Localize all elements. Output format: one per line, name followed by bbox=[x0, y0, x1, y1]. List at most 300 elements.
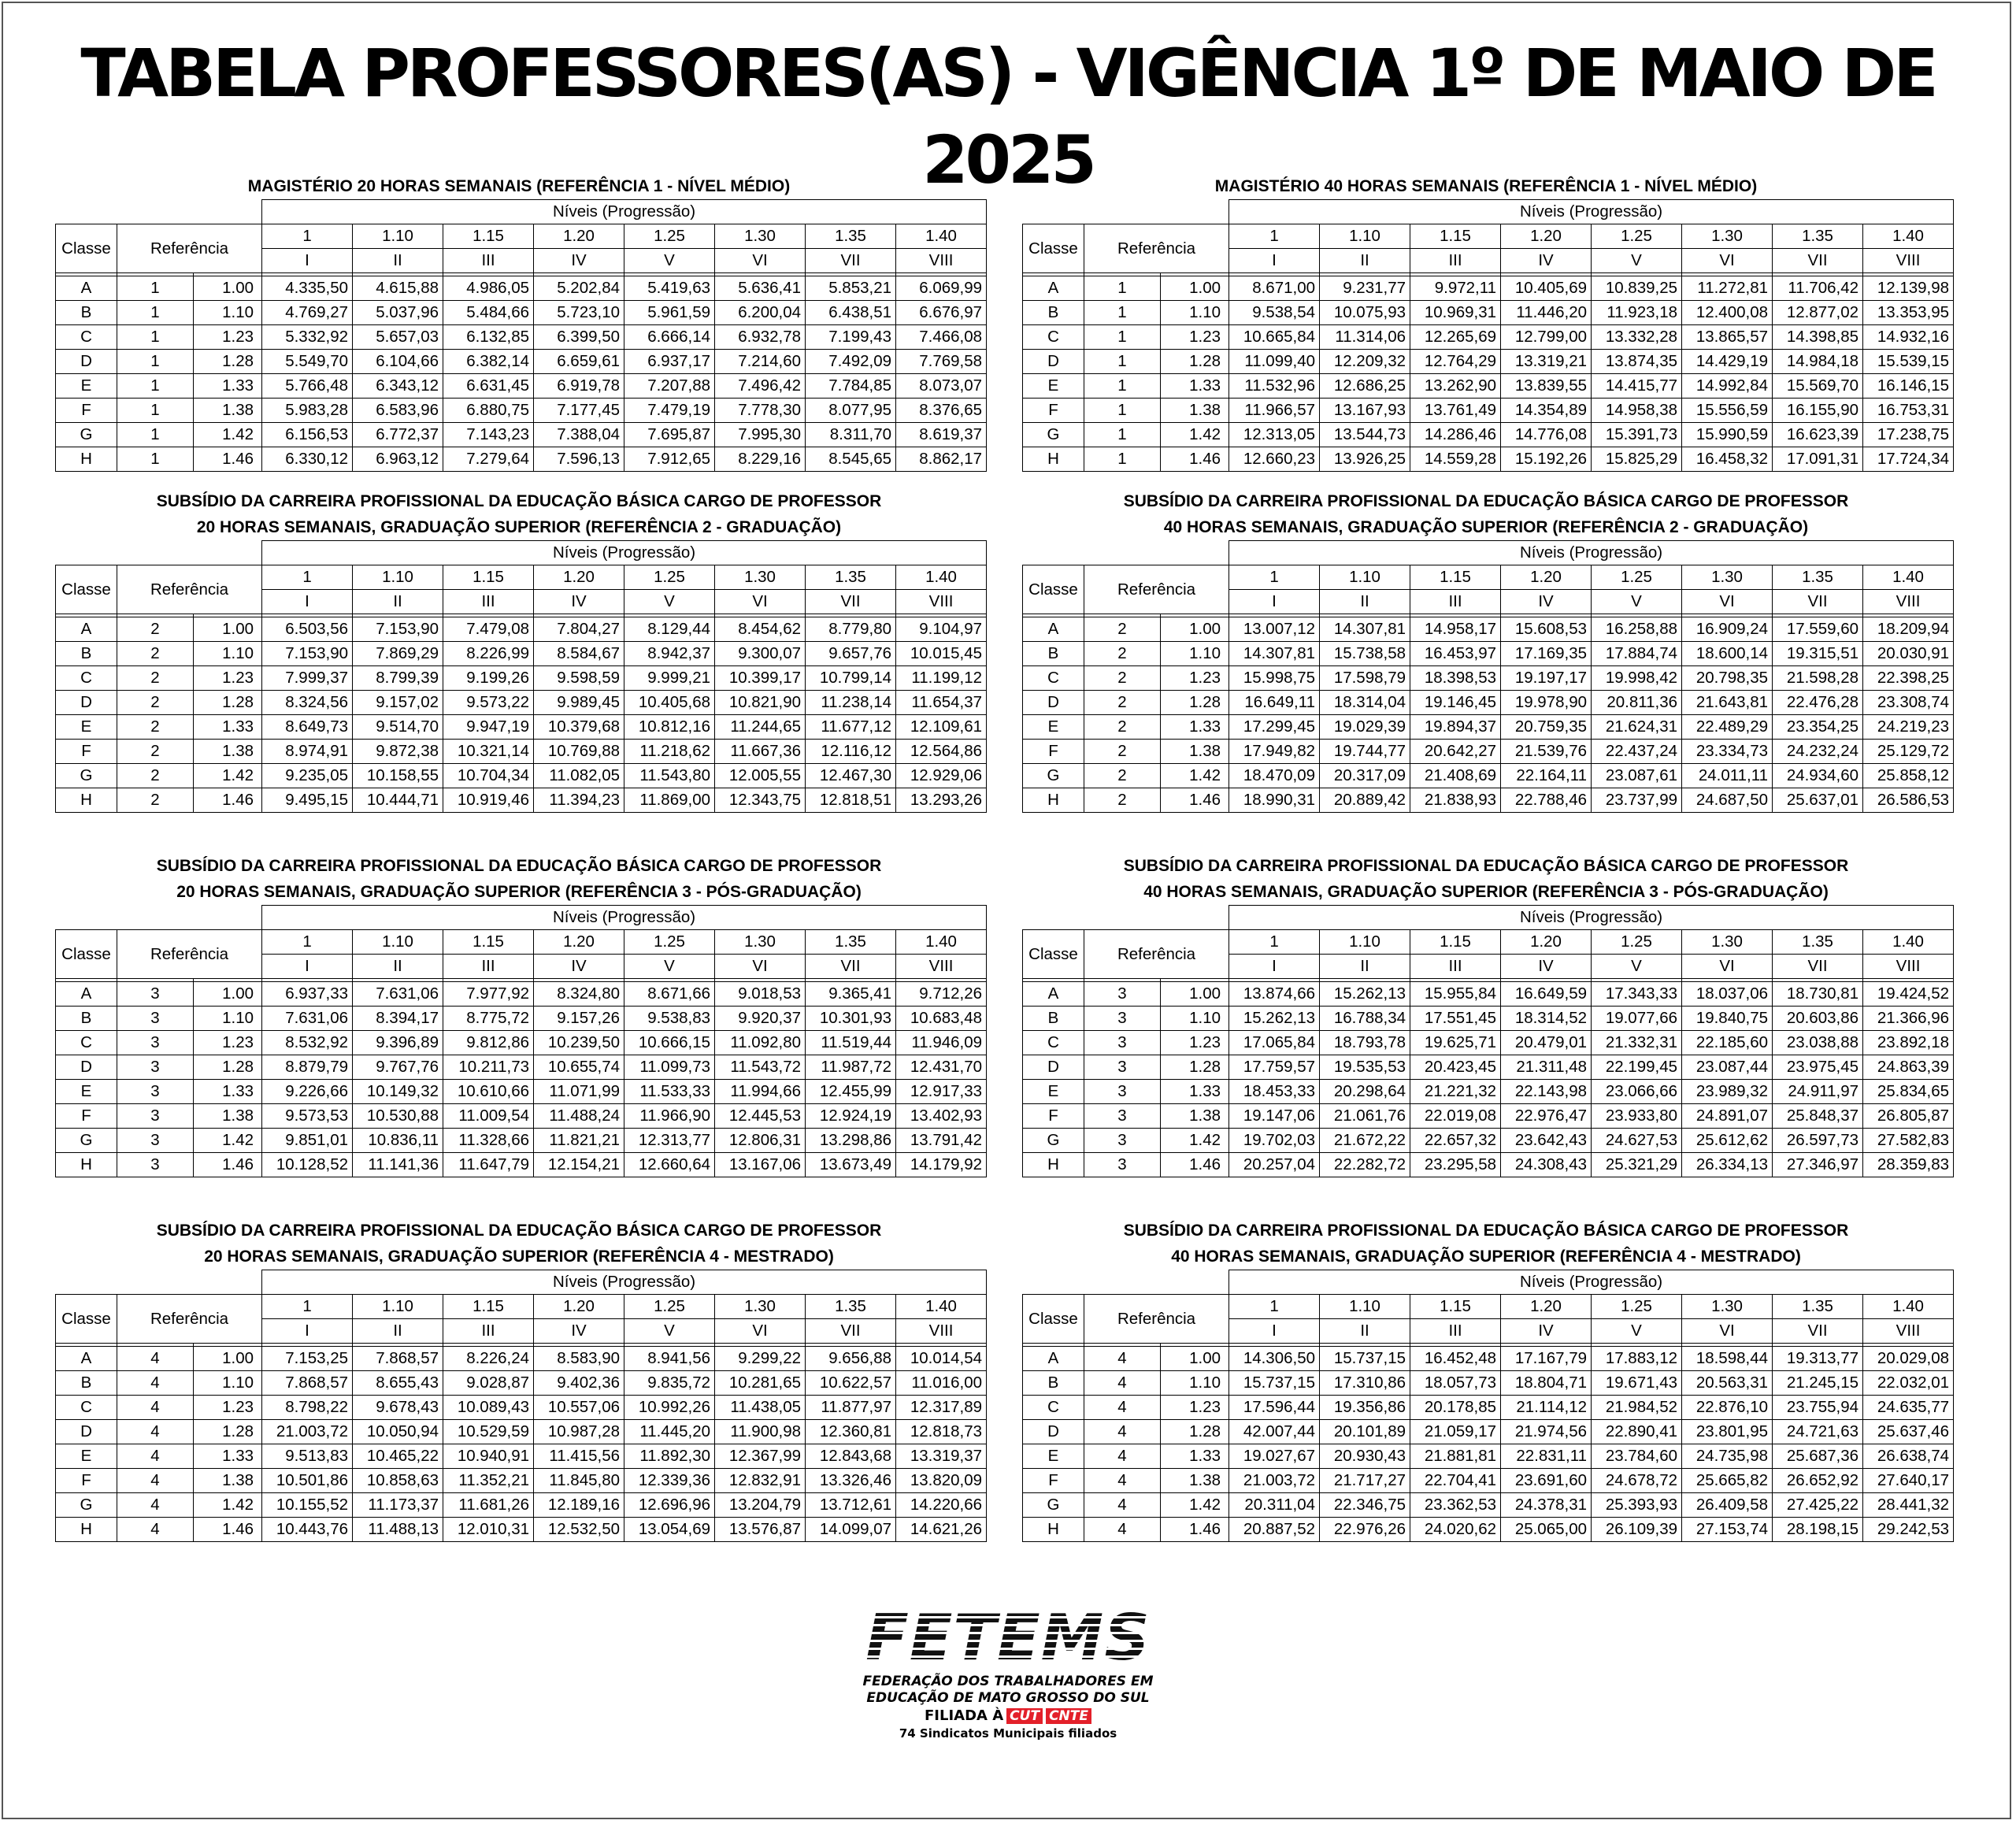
classe-cell: E bbox=[1023, 1080, 1084, 1104]
coefficient-header: 1.40 bbox=[896, 565, 987, 590]
salary-cell: 27.346,97 bbox=[1773, 1153, 1863, 1177]
salary-cell: 8.226,24 bbox=[443, 1347, 534, 1371]
salary-cell: 17.299,45 bbox=[1229, 715, 1320, 740]
referencia-cell: 4 bbox=[1084, 1518, 1161, 1542]
coefficient-header: 1 bbox=[262, 565, 353, 590]
coefficient-header: 1.40 bbox=[896, 1295, 987, 1319]
referencia-cell: 1 bbox=[1084, 374, 1161, 399]
salary-cell: 13.926,25 bbox=[1320, 447, 1410, 472]
salary-table-block bbox=[55, 488, 983, 813]
salary-cell: 11.099,40 bbox=[1229, 350, 1320, 374]
factor-cell: 1.42 bbox=[1161, 764, 1229, 788]
table-row bbox=[1023, 1518, 1954, 1542]
salary-cell: 9.402,36 bbox=[534, 1371, 624, 1396]
coefficient-header: 1.35 bbox=[1773, 224, 1863, 249]
salary-cell: 15.955,84 bbox=[1410, 982, 1501, 1007]
salary-cell: 13.204,79 bbox=[715, 1493, 806, 1518]
salary-cell: 17.883,12 bbox=[1592, 1347, 1682, 1371]
factor-cell: 1.28 bbox=[194, 1055, 262, 1080]
salary-cell: 11.488,13 bbox=[353, 1518, 443, 1542]
table-row bbox=[1023, 691, 1954, 715]
level-header: VIII bbox=[1863, 1319, 1954, 1344]
salary-cell: 21.061,76 bbox=[1320, 1104, 1410, 1129]
factor-cell: 1.28 bbox=[1161, 1055, 1229, 1080]
level-header: III bbox=[1410, 955, 1501, 979]
niveis-header: Níveis (Progressão) bbox=[1229, 1270, 1954, 1295]
salary-cell: 13.820,09 bbox=[896, 1469, 987, 1493]
salary-cell: 11.415,56 bbox=[534, 1444, 624, 1469]
table-row bbox=[1023, 350, 1954, 374]
referencia-cell: 2 bbox=[117, 715, 194, 740]
salary-cell: 14.958,17 bbox=[1410, 617, 1501, 642]
salary-table bbox=[55, 905, 987, 1177]
salary-cell: 7.479,08 bbox=[443, 617, 534, 642]
factor-cell: 1.00 bbox=[194, 617, 262, 642]
referencia-cell: 1 bbox=[1084, 325, 1161, 350]
salary-cell: 24.678,72 bbox=[1592, 1469, 1682, 1493]
salary-cell: 25.637,01 bbox=[1773, 788, 1863, 813]
salary-cell: 6.343,12 bbox=[353, 374, 443, 399]
salary-cell: 11.543,72 bbox=[715, 1055, 806, 1080]
salary-cell: 14.958,38 bbox=[1592, 399, 1682, 423]
factor-cell: 1.00 bbox=[194, 1347, 262, 1371]
classe-cell: A bbox=[1023, 276, 1084, 301]
salary-cell: 14.099,07 bbox=[806, 1518, 896, 1542]
referencia-cell: 1 bbox=[117, 276, 194, 301]
salary-table-block bbox=[55, 173, 983, 472]
level-header: III bbox=[1410, 249, 1501, 273]
salary-cell: 7.207,88 bbox=[624, 374, 715, 399]
salary-cell: 21.974,56 bbox=[1501, 1420, 1592, 1444]
salary-cell: 14.932,16 bbox=[1863, 325, 1954, 350]
classe-cell: E bbox=[56, 374, 117, 399]
salary-cell: 16.155,90 bbox=[1773, 399, 1863, 423]
salary-cell: 10.405,68 bbox=[624, 691, 715, 715]
factor-cell: 1.46 bbox=[1161, 1518, 1229, 1542]
salary-cell: 23.066,66 bbox=[1592, 1080, 1682, 1104]
salary-cell: 11.946,09 bbox=[896, 1031, 987, 1055]
salary-cell: 17.238,75 bbox=[1863, 423, 1954, 447]
salary-cell: 11.446,20 bbox=[1501, 301, 1592, 325]
factor-cell: 1.10 bbox=[1161, 1371, 1229, 1396]
header-blank bbox=[1023, 541, 1229, 565]
salary-cell: 13.319,21 bbox=[1501, 350, 1592, 374]
coefficient-header: 1.40 bbox=[1863, 930, 1954, 955]
factor-cell: 1.00 bbox=[194, 982, 262, 1007]
level-header: II bbox=[353, 955, 443, 979]
coefficient-header: 1.40 bbox=[896, 224, 987, 249]
salary-cell: 19.313,77 bbox=[1773, 1347, 1863, 1371]
salary-cell: 18.453,33 bbox=[1229, 1080, 1320, 1104]
table-row bbox=[56, 1104, 987, 1129]
salary-cell: 23.989,32 bbox=[1682, 1080, 1773, 1104]
header-blank bbox=[56, 1270, 262, 1295]
factor-cell: 1.28 bbox=[194, 350, 262, 374]
salary-cell: 12.313,05 bbox=[1229, 423, 1320, 447]
referencia-cell: 4 bbox=[1084, 1396, 1161, 1420]
referencia-cell: 4 bbox=[117, 1469, 194, 1493]
classe-cell: E bbox=[1023, 374, 1084, 399]
salary-cell: 10.379,68 bbox=[534, 715, 624, 740]
salary-cell: 16.649,11 bbox=[1229, 691, 1320, 715]
salary-cell: 11.966,90 bbox=[624, 1104, 715, 1129]
logo-footer: 74 Sindicatos Municipais filiados bbox=[899, 1726, 1117, 1741]
salary-cell: 11.667,36 bbox=[715, 740, 806, 764]
classe-cell: E bbox=[56, 1444, 117, 1469]
level-header: VIII bbox=[1863, 955, 1954, 979]
salary-cell: 17.949,82 bbox=[1229, 740, 1320, 764]
salary-cell: 27.153,74 bbox=[1682, 1518, 1773, 1542]
factor-cell: 1.23 bbox=[1161, 1031, 1229, 1055]
salary-cell: 15.737,15 bbox=[1229, 1371, 1320, 1396]
classe-cell: C bbox=[1023, 325, 1084, 350]
coefficient-header: 1.30 bbox=[715, 1295, 806, 1319]
salary-cell: 28.198,15 bbox=[1773, 1518, 1863, 1542]
level-header: IV bbox=[534, 1319, 624, 1344]
table-row bbox=[1023, 1080, 1954, 1104]
level-header: IV bbox=[1501, 1319, 1592, 1344]
referencia-cell: 3 bbox=[1084, 1153, 1161, 1177]
coefficient-header: 1.15 bbox=[443, 1295, 534, 1319]
salary-cell: 9.396,89 bbox=[353, 1031, 443, 1055]
salary-cell: 10.666,15 bbox=[624, 1031, 715, 1055]
classe-cell: C bbox=[1023, 1396, 1084, 1420]
salary-cell: 19.978,90 bbox=[1501, 691, 1592, 715]
referencia-cell: 3 bbox=[1084, 1031, 1161, 1055]
table-row bbox=[56, 447, 987, 472]
salary-cell: 12.339,36 bbox=[624, 1469, 715, 1493]
salary-cell: 12.877,02 bbox=[1773, 301, 1863, 325]
factor-cell: 1.23 bbox=[194, 666, 262, 691]
level-header: I bbox=[1229, 1319, 1320, 1344]
salary-cell: 22.489,29 bbox=[1682, 715, 1773, 740]
table-row bbox=[1023, 1104, 1954, 1129]
salary-cell: 12.189,16 bbox=[534, 1493, 624, 1518]
classe-cell: A bbox=[1023, 982, 1084, 1007]
salary-cell: 11.394,23 bbox=[534, 788, 624, 813]
salary-cell: 11.677,12 bbox=[806, 715, 896, 740]
referencia-cell: 3 bbox=[117, 1129, 194, 1153]
salary-cell: 10.399,17 bbox=[715, 666, 806, 691]
classe-cell: H bbox=[1023, 447, 1084, 472]
salary-cell: 12.660,64 bbox=[624, 1153, 715, 1177]
salary-cell: 14.984,18 bbox=[1773, 350, 1863, 374]
referencia-cell: 3 bbox=[117, 982, 194, 1007]
classe-cell: G bbox=[1023, 764, 1084, 788]
classe-cell: F bbox=[56, 1469, 117, 1493]
salary-cell: 6.438,51 bbox=[806, 301, 896, 325]
referencia-cell: 1 bbox=[117, 301, 194, 325]
salary-cell: 5.657,03 bbox=[353, 325, 443, 350]
salary-cell: 13.576,87 bbox=[715, 1518, 806, 1542]
classe-cell: B bbox=[56, 1371, 117, 1396]
salary-cell: 7.479,19 bbox=[624, 399, 715, 423]
salary-cell: 9.365,41 bbox=[806, 982, 896, 1007]
salary-cell: 13.673,49 bbox=[806, 1153, 896, 1177]
salary-cell: 21.881,81 bbox=[1410, 1444, 1501, 1469]
table-caption: SUBSÍDIO DA CARREIRA PROFISSIONAL DA EDUCAÇÃO BÁSICA CARGO DE PROFESSOR bbox=[1123, 1222, 1849, 1240]
level-header: IV bbox=[1501, 249, 1592, 273]
salary-cell: 8.583,90 bbox=[534, 1347, 624, 1371]
salary-cell: 12.139,98 bbox=[1863, 276, 1954, 301]
salary-cell: 20.563,31 bbox=[1682, 1371, 1773, 1396]
salary-cell: 25.321,29 bbox=[1592, 1153, 1682, 1177]
salary-cell: 20.298,64 bbox=[1320, 1080, 1410, 1104]
salary-cell: 6.676,97 bbox=[896, 301, 987, 325]
referencia-cell: 2 bbox=[117, 764, 194, 788]
salary-table-block bbox=[1022, 173, 1950, 472]
salary-cell: 13.874,35 bbox=[1592, 350, 1682, 374]
salary-cell: 11.532,96 bbox=[1229, 374, 1320, 399]
salary-cell: 14.306,50 bbox=[1229, 1347, 1320, 1371]
salary-cell: 11.892,30 bbox=[624, 1444, 715, 1469]
salary-cell: 10.211,73 bbox=[443, 1055, 534, 1080]
salary-cell: 8.077,95 bbox=[806, 399, 896, 423]
classe-cell: B bbox=[1023, 1007, 1084, 1031]
salary-cell: 13.874,66 bbox=[1229, 982, 1320, 1007]
referencia-cell: 2 bbox=[1084, 617, 1161, 642]
salary-cell: 26.638,74 bbox=[1863, 1444, 1954, 1469]
salary-cell: 21.624,31 bbox=[1592, 715, 1682, 740]
coefficient-header: 1.10 bbox=[1320, 224, 1410, 249]
salary-cell: 16.146,15 bbox=[1863, 374, 1954, 399]
salary-cell: 13.353,95 bbox=[1863, 301, 1954, 325]
salary-cell: 5.766,48 bbox=[262, 374, 353, 399]
table-row bbox=[1023, 1055, 1954, 1080]
factor-cell: 1.38 bbox=[1161, 740, 1229, 764]
referencia-cell: 4 bbox=[117, 1420, 194, 1444]
factor-cell: 1.10 bbox=[194, 1007, 262, 1031]
coefficient-header: 1.20 bbox=[1501, 930, 1592, 955]
level-header: I bbox=[1229, 955, 1320, 979]
table-caption: 40 HORAS SEMANAIS, GRADUAÇÃO SUPERIOR (REFERÊNCIA 4 - MESTRADO) bbox=[1171, 1248, 1801, 1266]
level-header: VII bbox=[1773, 590, 1863, 614]
classe-cell: D bbox=[56, 350, 117, 374]
salary-cell: 28.441,32 bbox=[1863, 1493, 1954, 1518]
salary-cell: 12.154,21 bbox=[534, 1153, 624, 1177]
level-header: I bbox=[262, 249, 353, 273]
coefficient-header: 1.20 bbox=[1501, 565, 1592, 590]
referencia-cell: 3 bbox=[1084, 1129, 1161, 1153]
salary-cell: 21.059,17 bbox=[1410, 1420, 1501, 1444]
salary-cell: 17.598,79 bbox=[1320, 666, 1410, 691]
salary-cell: 11.314,06 bbox=[1320, 325, 1410, 350]
level-header: VI bbox=[1682, 1319, 1773, 1344]
salary-cell: 9.226,66 bbox=[262, 1080, 353, 1104]
table-row bbox=[1023, 740, 1954, 764]
salary-cell: 18.990,31 bbox=[1229, 788, 1320, 813]
salary-cell: 22.976,47 bbox=[1501, 1104, 1592, 1129]
salary-cell: 12.265,69 bbox=[1410, 325, 1501, 350]
factor-cell: 1.33 bbox=[1161, 715, 1229, 740]
salary-cell: 8.798,22 bbox=[262, 1396, 353, 1420]
salary-cell: 18.598,44 bbox=[1682, 1347, 1773, 1371]
classe-cell: D bbox=[56, 691, 117, 715]
referencia-cell: 1 bbox=[117, 325, 194, 350]
table-row bbox=[56, 1031, 987, 1055]
salary-cell: 10.075,93 bbox=[1320, 301, 1410, 325]
salary-cell: 15.262,13 bbox=[1320, 982, 1410, 1007]
salary-cell: 12.313,77 bbox=[624, 1129, 715, 1153]
salary-cell: 19.197,17 bbox=[1501, 666, 1592, 691]
salary-cell: 19.029,39 bbox=[1320, 715, 1410, 740]
coefficient-header: 1.10 bbox=[353, 930, 443, 955]
salary-cell: 18.314,52 bbox=[1501, 1007, 1592, 1031]
salary-cell: 12.455,99 bbox=[806, 1080, 896, 1104]
salary-cell: 11.141,36 bbox=[353, 1153, 443, 1177]
referencia-cell: 1 bbox=[1084, 423, 1161, 447]
level-header: I bbox=[262, 590, 353, 614]
salary-cell: 10.239,50 bbox=[534, 1031, 624, 1055]
salary-cell: 24.635,77 bbox=[1863, 1396, 1954, 1420]
salary-cell: 12.109,61 bbox=[896, 715, 987, 740]
salary-cell: 19.146,45 bbox=[1410, 691, 1501, 715]
page-title: TABELA PROFESSORES(AS) - VIGÊNCIA 1º DE MAIO DE 2025 bbox=[80, 35, 1936, 198]
salary-cell: 17.091,31 bbox=[1773, 447, 1863, 472]
salary-table bbox=[1022, 1270, 1954, 1542]
salary-cell: 19.356,86 bbox=[1320, 1396, 1410, 1420]
salary-cell: 10.940,91 bbox=[443, 1444, 534, 1469]
salary-cell: 5.419,63 bbox=[624, 276, 715, 301]
table-row bbox=[56, 1420, 987, 1444]
table-row bbox=[56, 1153, 987, 1177]
table-caption: SUBSÍDIO DA CARREIRA PROFISSIONAL DA EDUCAÇÃO BÁSICA CARGO DE PROFESSOR bbox=[156, 492, 882, 510]
salary-cell: 22.346,75 bbox=[1320, 1493, 1410, 1518]
salary-cell: 7.279,64 bbox=[443, 447, 534, 472]
salary-cell: 19.671,43 bbox=[1592, 1371, 1682, 1396]
salary-cell: 19.077,66 bbox=[1592, 1007, 1682, 1031]
salary-cell: 12.209,32 bbox=[1320, 350, 1410, 374]
referencia-header: Referência bbox=[1084, 565, 1229, 614]
salary-cell: 10.610,66 bbox=[443, 1080, 534, 1104]
salary-cell: 9.835,72 bbox=[624, 1371, 715, 1396]
salary-cell: 15.391,73 bbox=[1592, 423, 1682, 447]
table-row bbox=[56, 1080, 987, 1104]
coefficient-header: 1.10 bbox=[1320, 930, 1410, 955]
referencia-cell: 1 bbox=[1084, 276, 1161, 301]
classe-header: Classe bbox=[56, 565, 117, 614]
classe-cell: D bbox=[1023, 1420, 1084, 1444]
salary-cell: 10.149,32 bbox=[353, 1080, 443, 1104]
level-header: V bbox=[624, 590, 715, 614]
salary-cell: 23.642,43 bbox=[1501, 1129, 1592, 1153]
salary-cell: 14.621,26 bbox=[896, 1518, 987, 1542]
salary-cell: 25.665,82 bbox=[1682, 1469, 1773, 1493]
salary-cell: 12.116,12 bbox=[806, 740, 896, 764]
salary-cell: 10.444,71 bbox=[353, 788, 443, 813]
table-row bbox=[1023, 666, 1954, 691]
salary-cell: 9.767,76 bbox=[353, 1055, 443, 1080]
salary-cell: 12.818,73 bbox=[896, 1420, 987, 1444]
salary-cell: 23.308,74 bbox=[1863, 691, 1954, 715]
salary-cell: 5.332,92 bbox=[262, 325, 353, 350]
salary-cell: 11.706,42 bbox=[1773, 276, 1863, 301]
salary-cell: 6.330,12 bbox=[262, 447, 353, 472]
salary-cell: 11.966,57 bbox=[1229, 399, 1320, 423]
salary-cell: 14.307,81 bbox=[1229, 642, 1320, 666]
salary-cell: 9.989,45 bbox=[534, 691, 624, 715]
referencia-cell: 3 bbox=[117, 1055, 194, 1080]
referencia-cell: 4 bbox=[1084, 1493, 1161, 1518]
salary-cell: 15.539,15 bbox=[1863, 350, 1954, 374]
salary-cell: 21.643,81 bbox=[1682, 691, 1773, 715]
coefficient-header: 1.15 bbox=[1410, 565, 1501, 590]
salary-cell: 14.179,92 bbox=[896, 1153, 987, 1177]
coefficient-header: 1.15 bbox=[443, 930, 534, 955]
salary-cell: 9.199,26 bbox=[443, 666, 534, 691]
referencia-cell: 4 bbox=[117, 1396, 194, 1420]
factor-cell: 1.46 bbox=[1161, 1153, 1229, 1177]
salary-cell: 11.328,66 bbox=[443, 1129, 534, 1153]
salary-table-block bbox=[55, 853, 983, 1177]
salary-cell: 13.865,57 bbox=[1682, 325, 1773, 350]
referencia-cell: 3 bbox=[117, 1153, 194, 1177]
table-caption: 20 HORAS SEMANAIS, GRADUAÇÃO SUPERIOR (REFERÊNCIA 3 - PÓS-GRADUAÇÃO) bbox=[176, 883, 862, 901]
salary-cell: 20.317,09 bbox=[1320, 764, 1410, 788]
coefficient-header: 1.40 bbox=[1863, 565, 1954, 590]
salary-cell: 5.853,21 bbox=[806, 276, 896, 301]
referencia-cell: 2 bbox=[117, 788, 194, 813]
table-row bbox=[1023, 642, 1954, 666]
salary-cell: 6.659,61 bbox=[534, 350, 624, 374]
table-row bbox=[1023, 1371, 1954, 1396]
referencia-cell: 2 bbox=[1084, 691, 1161, 715]
level-header: V bbox=[1592, 590, 1682, 614]
level-header: VII bbox=[806, 1319, 896, 1344]
level-header: VI bbox=[715, 1319, 806, 1344]
salary-cell: 11.016,00 bbox=[896, 1371, 987, 1396]
salary-cell: 9.678,43 bbox=[353, 1396, 443, 1420]
salary-cell: 17.551,45 bbox=[1410, 1007, 1501, 1031]
salary-cell: 9.972,11 bbox=[1410, 276, 1501, 301]
factor-cell: 1.46 bbox=[194, 788, 262, 813]
table-row bbox=[1023, 982, 1954, 1007]
factor-cell: 1.00 bbox=[1161, 276, 1229, 301]
header-blank bbox=[1023, 200, 1229, 224]
niveis-header: Níveis (Progressão) bbox=[262, 1270, 987, 1295]
salary-cell: 7.912,65 bbox=[624, 447, 715, 472]
salary-cell: 6.583,96 bbox=[353, 399, 443, 423]
factor-cell: 1.10 bbox=[194, 1371, 262, 1396]
classe-header: Classe bbox=[56, 1295, 117, 1344]
salary-cell: 6.399,50 bbox=[534, 325, 624, 350]
salary-cell: 22.976,26 bbox=[1320, 1518, 1410, 1542]
table-row bbox=[56, 350, 987, 374]
classe-cell: B bbox=[1023, 301, 1084, 325]
referencia-cell: 4 bbox=[1084, 1347, 1161, 1371]
salary-cell: 11.099,73 bbox=[624, 1055, 715, 1080]
salary-cell: 11.994,66 bbox=[715, 1080, 806, 1104]
coefficient-header: 1.15 bbox=[1410, 224, 1501, 249]
factor-cell: 1.42 bbox=[1161, 1129, 1229, 1153]
salary-cell: 14.398,85 bbox=[1773, 325, 1863, 350]
salary-table bbox=[1022, 199, 1954, 472]
table-row bbox=[56, 1129, 987, 1153]
level-header: IV bbox=[534, 590, 624, 614]
salary-cell: 9.573,22 bbox=[443, 691, 534, 715]
salary-cell: 25.637,46 bbox=[1863, 1420, 1954, 1444]
salary-cell: 17.596,44 bbox=[1229, 1396, 1320, 1420]
salary-cell: 11.272,81 bbox=[1682, 276, 1773, 301]
salary-cell: 12.010,31 bbox=[443, 1518, 534, 1542]
table-row bbox=[1023, 788, 1954, 813]
referencia-cell: 2 bbox=[117, 617, 194, 642]
level-header: III bbox=[443, 1319, 534, 1344]
salary-cell: 24.721,63 bbox=[1773, 1420, 1863, 1444]
salary-cell: 8.545,65 bbox=[806, 447, 896, 472]
level-header: III bbox=[443, 955, 534, 979]
coefficient-header: 1.25 bbox=[624, 565, 715, 590]
